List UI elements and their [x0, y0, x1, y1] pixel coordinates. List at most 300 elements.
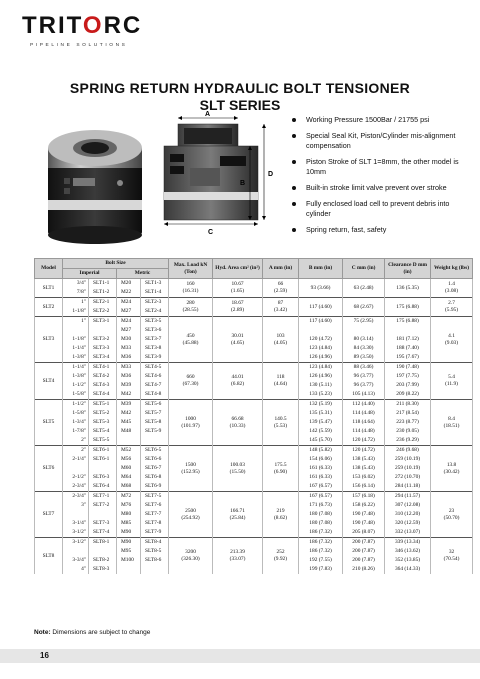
imperial-size-cell: 1-3/4" — [63, 418, 89, 427]
a-dim-cell: 175.5 (6.90) — [263, 446, 299, 492]
metric-model-cell: SLT5-8 — [141, 418, 169, 427]
imperial-model-cell — [89, 547, 117, 556]
b-dim-cell: 139 (5.47) — [299, 418, 343, 427]
page-title: SPRING RETURN HYDRAULIC BOLT TENSIONER — [69, 80, 411, 96]
feature-item: Fully enclosed load cell to prevent debris into cylinder — [292, 199, 472, 219]
c-dim-cell: 138 (5.43) — [343, 455, 385, 464]
imperial-size-cell: 1-1/4" — [63, 363, 89, 373]
b-dim-cell: 126 (4.96) — [299, 372, 343, 381]
metric-model-cell: SLT5-9 — [141, 427, 169, 436]
imperial-size-cell: 1" — [63, 317, 89, 327]
table-row — [35, 298, 473, 308]
imperial-model-cell: SLT3-3 — [89, 344, 117, 353]
clearance-cell: 364 (14.33) — [385, 565, 431, 574]
weight-cell: 1.4 (3.08) — [431, 279, 473, 298]
max-load-cell: 3200 (326.30) — [169, 538, 213, 575]
imperial-model-cell: SLT2-2 — [89, 307, 117, 317]
clearance-cell: 246 (9.68) — [385, 446, 431, 456]
metric-size-cell: M39 — [117, 381, 141, 390]
metric-model-cell: SLT4-7 — [141, 381, 169, 390]
col-c: C mm (in) — [343, 259, 385, 279]
hyd-area-cell: 30.01 (4.65) — [213, 317, 263, 363]
imperial-model-cell: SLT7-3 — [89, 519, 117, 528]
imperial-size-cell: 4" — [63, 565, 89, 574]
a-dim-cell: 140.5 (5.53) — [263, 400, 299, 446]
metric-model-cell — [141, 565, 169, 574]
imperial-size-cell: 2-3/4" — [63, 492, 89, 502]
c-dim-cell: 210 (8.26) — [343, 565, 385, 574]
weight-cell: 2.7 (5.95) — [431, 298, 473, 317]
imperial-model-cell — [89, 510, 117, 519]
imperial-model-cell — [89, 464, 117, 473]
page-number: 16 — [40, 651, 49, 660]
imperial-model-cell: SLT5-5 — [89, 436, 117, 446]
imperial-size-cell: 3-1/4" — [63, 519, 89, 528]
clearance-cell: 195 (7.67) — [385, 353, 431, 363]
metric-model-cell: SLT3-5 — [141, 317, 169, 327]
metric-model-cell: SLT6-9 — [141, 482, 169, 492]
b-dim-cell: 120 (4.72) — [299, 335, 343, 344]
feature-list — [292, 115, 472, 241]
hyd-area-cell: 213.39 (33.07) — [213, 538, 263, 575]
imperial-size-cell: 2" — [63, 436, 89, 446]
weight-cell: 4.1 (9.03) — [431, 317, 473, 363]
metric-model-cell: SLT8-4 — [141, 538, 169, 548]
clearance-cell: 136 (5.35) — [385, 279, 431, 298]
imperial-model-cell: SLT6-4 — [89, 482, 117, 492]
b-dim-cell: 180 (7.08) — [299, 510, 343, 519]
c-dim-cell: 157 (6.18) — [343, 492, 385, 502]
metric-size-cell: M52 — [117, 446, 141, 456]
metric-model-cell: SLT8-5 — [141, 547, 169, 556]
clearance-cell: 203 (7.99) — [385, 381, 431, 390]
logo-tagline: PIPELINE SOLUTIONS — [30, 43, 128, 48]
model-cell: SLT2 — [35, 298, 63, 317]
b-dim-cell: 161 (6.33) — [299, 473, 343, 482]
dim-a-label: A — [205, 111, 211, 118]
c-dim-cell — [343, 326, 385, 335]
clearance-cell: 346 (13.62) — [385, 547, 431, 556]
b-dim-cell: 186 (7.32) — [299, 538, 343, 548]
imperial-model-cell: SLT7-4 — [89, 528, 117, 538]
metric-size-cell: M42 — [117, 409, 141, 418]
c-dim-cell: 89 (3.50) — [343, 353, 385, 363]
hyd-area-cell: 18.67 (2.89) — [213, 298, 263, 317]
metric-size-cell: M39 — [117, 400, 141, 410]
col-max-load: Max. Load kN (Ton) — [169, 259, 213, 279]
b-dim-cell: 186 (7.32) — [299, 547, 343, 556]
feature-item: Piston Stroke of SLT 1=8mm, the other model is 10mm — [292, 157, 472, 177]
max-load-cell: 660 (67.30) — [169, 363, 213, 400]
imperial-size-cell: 3-1/2" — [63, 528, 89, 538]
imperial-size-cell — [63, 464, 89, 473]
metric-size-cell: M27 — [117, 326, 141, 335]
metric-size-cell: M100 — [117, 556, 141, 565]
imperial-size-cell — [63, 510, 89, 519]
imperial-size-cell: 1-1/2" — [63, 381, 89, 390]
metric-model-cell: SLT4-8 — [141, 390, 169, 400]
metric-size-cell: M33 — [117, 344, 141, 353]
metric-model-cell: SLT5-6 — [141, 400, 169, 410]
clearance-cell: 236 (9.29) — [385, 436, 431, 446]
clearance-cell: 223 (8.77) — [385, 418, 431, 427]
feature-item: Built-in stroke limit valve prevent over stroke — [292, 183, 472, 193]
metric-size-cell: M68 — [117, 482, 141, 492]
metric-size-cell: M33 — [117, 363, 141, 373]
metric-size-cell: M90 — [117, 538, 141, 548]
imperial-model-cell: SLT5-2 — [89, 409, 117, 418]
table-row — [35, 400, 473, 410]
b-dim-cell: 133 (5.23) — [299, 390, 343, 400]
c-dim-cell: 200 (7.87) — [343, 538, 385, 548]
metric-model-cell: SLT2-3 — [141, 298, 169, 308]
imperial-size-cell: 1-1/8" — [63, 335, 89, 344]
clearance-cell: 197 (7.75) — [385, 372, 431, 381]
metric-model-cell: SLT3-6 — [141, 326, 169, 335]
clearance-cell: 211 (8.30) — [385, 400, 431, 410]
metric-size-cell: M72 — [117, 492, 141, 502]
imperial-size-cell: 3-3/4" — [63, 556, 89, 565]
metric-size-cell: M24 — [117, 317, 141, 327]
imperial-model-cell: SLT3-4 — [89, 353, 117, 363]
model-cell: SLT3 — [35, 317, 63, 363]
metric-model-cell: SLT7-9 — [141, 528, 169, 538]
metric-model-cell: SLT7-5 — [141, 492, 169, 502]
clearance-cell: 217 (8.54) — [385, 409, 431, 418]
metric-model-cell: SLT1-4 — [141, 288, 169, 298]
b-dim-cell: 135 (5.31) — [299, 409, 343, 418]
b-dim-cell: 154 (6.06) — [299, 455, 343, 464]
footnote — [34, 629, 150, 636]
clearance-cell: 307 (12.08) — [385, 501, 431, 510]
metric-size-cell — [117, 436, 141, 446]
c-dim-cell: 75 (2.95) — [343, 317, 385, 327]
b-dim-cell: 199 (7.83) — [299, 565, 343, 574]
max-load-cell: 280 (28.55) — [169, 298, 213, 317]
imperial-size-cell: 2-1/2" — [63, 473, 89, 482]
clearance-cell — [385, 326, 431, 335]
metric-size-cell: M95 — [117, 547, 141, 556]
tensioner-photo — [40, 118, 150, 246]
imperial-model-cell: SLT7-1 — [89, 492, 117, 502]
imperial-model-cell: SLT8-1 — [89, 538, 117, 548]
table-row — [35, 446, 473, 456]
imperial-model-cell: SLT3-1 — [89, 317, 117, 327]
col-b: B mm (in) — [299, 259, 343, 279]
b-dim-cell: 123 (4.84) — [299, 344, 343, 353]
hyd-area-cell: 66.68 (10.33) — [213, 400, 263, 446]
b-dim-cell: 123 (4.84) — [299, 363, 343, 373]
clearance-cell: 181 (7.12) — [385, 335, 431, 344]
b-dim-cell: 186 (7.32) — [299, 528, 343, 538]
model-cell: SLT4 — [35, 363, 63, 400]
metric-size-cell: M36 — [117, 372, 141, 381]
metric-size-cell: M27 — [117, 307, 141, 317]
clearance-cell: 352 (13.85) — [385, 556, 431, 565]
metric-model-cell: SLT4-6 — [141, 372, 169, 381]
metric-model-cell: SLT7-6 — [141, 501, 169, 510]
metric-model-cell — [141, 436, 169, 446]
table-row — [35, 538, 473, 548]
weight-cell: 32 (70.54) — [431, 538, 473, 575]
spec-table — [34, 258, 473, 574]
c-dim-cell: 120 (4.72) — [343, 436, 385, 446]
b-dim-cell: 148 (5.82) — [299, 446, 343, 456]
clearance-cell: 230 (9.05) — [385, 427, 431, 436]
b-dim-cell: 132 (5.19) — [299, 400, 343, 410]
metric-size-cell: M24 — [117, 298, 141, 308]
b-dim-cell: 130 (5.11) — [299, 381, 343, 390]
table-row — [35, 317, 473, 327]
model-cell: SLT5 — [35, 400, 63, 446]
metric-size-cell: M22 — [117, 288, 141, 298]
b-dim-cell — [299, 326, 343, 335]
imperial-model-cell: SLT7-2 — [89, 501, 117, 510]
weight-cell: 5.4 (11.9) — [431, 363, 473, 400]
clearance-cell: 175 (6.88) — [385, 298, 431, 317]
b-dim-cell: 161 (6.33) — [299, 464, 343, 473]
max-load-cell: 160 (16.31) — [169, 279, 213, 298]
imperial-size-cell: 1-1/2" — [63, 400, 89, 410]
imperial-model-cell: SLT6-1 — [89, 455, 117, 464]
metric-model-cell: SLT1-3 — [141, 279, 169, 289]
imperial-model-cell: SLT5-4 — [89, 427, 117, 436]
clearance-cell: 209 (8.22) — [385, 390, 431, 400]
imperial-model-cell: SLT5-3 — [89, 418, 117, 427]
metric-model-cell: SLT6-6 — [141, 455, 169, 464]
clearance-cell: 259 (10.19) — [385, 464, 431, 473]
max-load-cell: 1000 (101.97) — [169, 400, 213, 446]
imperial-model-cell: SLT4-2 — [89, 372, 117, 381]
c-dim-cell: 114 (4.48) — [343, 427, 385, 436]
imperial-model-cell: SLT1-1 — [89, 279, 117, 289]
weight-cell: 23 (50.70) — [431, 492, 473, 538]
weight-cell: 8.4 (18.51) — [431, 400, 473, 446]
c-dim-cell: 80 (3.14) — [343, 335, 385, 344]
hyd-area-cell: 44.01 (6.82) — [213, 363, 263, 400]
clearance-cell: 284 (11.18) — [385, 482, 431, 492]
c-dim-cell: 96 (3.77) — [343, 381, 385, 390]
feature-item: Special Seal Kit, Piston/Cylinder mis-alignment compensation — [292, 131, 472, 151]
imperial-model-cell: SLT8-2 — [89, 556, 117, 565]
clearance-cell: 310 (12.20) — [385, 510, 431, 519]
logo-wordmark: TRITORC — [22, 12, 143, 39]
metric-model-cell: SLT6-7 — [141, 464, 169, 473]
col-hyd-area: Hyd. Area cm² (in²) — [213, 259, 263, 279]
hyd-area-cell: 100.03 (15.50) — [213, 446, 263, 492]
imperial-model-cell — [89, 326, 117, 335]
imperial-model-cell: SLT4-1 — [89, 363, 117, 373]
c-dim-cell: 156 (6.14) — [343, 482, 385, 492]
imperial-size-cell — [63, 326, 89, 335]
imperial-size-cell: 3-1/2" — [63, 538, 89, 548]
c-dim-cell: 114 (4.48) — [343, 409, 385, 418]
imperial-size-cell: 1-7/8" — [63, 427, 89, 436]
model-cell: SLT7 — [35, 492, 63, 538]
b-dim-cell: 145 (5.70) — [299, 436, 343, 446]
metric-size-cell: M64 — [117, 473, 141, 482]
c-dim-cell: 63 (2.48) — [343, 279, 385, 298]
metric-model-cell: SLT2-4 — [141, 307, 169, 317]
a-dim-cell: 103 (4.05) — [263, 317, 299, 363]
page-footer-bar — [0, 649, 480, 663]
c-dim-cell: 205 (8.07) — [343, 528, 385, 538]
clearance-cell: 188 (7.40) — [385, 344, 431, 353]
col-bolt-size: Bolt Size — [63, 259, 169, 269]
metric-model-cell: SLT6-5 — [141, 446, 169, 456]
feature-item: Working Pressure 1500Bar / 21755 psi — [292, 115, 472, 125]
metric-model-cell: SLT4-5 — [141, 363, 169, 373]
hyd-area-cell: 10.67 (1.65) — [213, 279, 263, 298]
model-cell: SLT6 — [35, 446, 63, 492]
imperial-size-cell: 2-1/4" — [63, 455, 89, 464]
c-dim-cell: 68 (2.67) — [343, 298, 385, 317]
max-load-cell: 2500 (254.92) — [169, 492, 213, 538]
dim-c-label: C — [208, 229, 214, 236]
b-dim-cell: 167 (6.57) — [299, 492, 343, 502]
table-row — [35, 279, 473, 289]
metric-size-cell: M48 — [117, 427, 141, 436]
b-dim-cell: 126 (4.96) — [299, 353, 343, 363]
clearance-cell: 190 (7.48) — [385, 363, 431, 373]
c-dim-cell: 138 (5.43) — [343, 464, 385, 473]
c-dim-cell: 105 (4.13) — [343, 390, 385, 400]
metric-model-cell: SLT6-8 — [141, 473, 169, 482]
c-dim-cell: 190 (7.48) — [343, 519, 385, 528]
imperial-model-cell: SLT6-3 — [89, 473, 117, 482]
feature-item: Spring return, fast, safety — [292, 225, 472, 235]
dim-b-label: B — [240, 180, 246, 187]
c-dim-cell: 190 (7.48) — [343, 510, 385, 519]
metric-size-cell: M45 — [117, 418, 141, 427]
metric-model-cell: SLT3-9 — [141, 353, 169, 363]
metric-size-cell: M30 — [117, 335, 141, 344]
max-load-cell: 1500 (152.95) — [169, 446, 213, 492]
table-row — [35, 363, 473, 373]
c-dim-cell: 118 (4.64) — [343, 418, 385, 427]
imperial-model-cell: SLT8-3 — [89, 565, 117, 574]
metric-size-cell: M56 — [117, 455, 141, 464]
b-dim-cell: 192 (7.55) — [299, 556, 343, 565]
metric-size-cell: M85 — [117, 519, 141, 528]
imperial-model-cell: SLT6-1 — [89, 446, 117, 456]
imperial-model-cell: SLT4-3 — [89, 381, 117, 390]
c-dim-cell: 84 (3.30) — [343, 344, 385, 353]
clearance-cell: 272 (10.70) — [385, 473, 431, 482]
c-dim-cell: 200 (7.87) — [343, 547, 385, 556]
col-weight: Weight kg (lbs) — [431, 259, 473, 279]
c-dim-cell: 153 (6.02) — [343, 473, 385, 482]
dimension-drawing — [160, 110, 278, 238]
imperial-model-cell: SLT5-1 — [89, 400, 117, 410]
metric-size-cell: M80 — [117, 510, 141, 519]
metric-model-cell: SLT5-7 — [141, 409, 169, 418]
imperial-size-cell: 3" — [63, 501, 89, 510]
b-dim-cell: 117 (4.60) — [299, 317, 343, 327]
clearance-cell: 259 (10.19) — [385, 455, 431, 464]
metric-size-cell: M36 — [117, 353, 141, 363]
metric-model-cell: SLT7-8 — [141, 519, 169, 528]
clearance-cell: 320 (12.59) — [385, 519, 431, 528]
note-text: Dimensions are subject to change — [50, 629, 151, 636]
c-dim-cell: 96 (3.77) — [343, 372, 385, 381]
imperial-size-cell: 1-1/8" — [63, 307, 89, 317]
c-dim-cell: 88 (3.46) — [343, 363, 385, 373]
imperial-size-cell: 7/8" — [63, 288, 89, 298]
imperial-size-cell — [63, 547, 89, 556]
col-imperial: Imperial — [63, 269, 117, 279]
c-dim-cell: 112 (4.40) — [343, 400, 385, 410]
clearance-cell: 175 (6.88) — [385, 317, 431, 327]
imperial-size-cell: 1-3/8" — [63, 353, 89, 363]
a-dim-cell: 66 (2.59) — [263, 279, 299, 298]
metric-size-cell: M20 — [117, 279, 141, 289]
imperial-model-cell: SLT3-2 — [89, 335, 117, 344]
imperial-model-cell: SLT4-4 — [89, 390, 117, 400]
dim-d-label: D — [268, 171, 274, 178]
imperial-size-cell: 1-1/4" — [63, 344, 89, 353]
clearance-cell: 294 (11.57) — [385, 492, 431, 502]
clearance-cell: 339 (13.34) — [385, 538, 431, 548]
metric-model-cell: SLT8-6 — [141, 556, 169, 565]
imperial-model-cell: SLT1-2 — [89, 288, 117, 298]
b-dim-cell: 167 (6.57) — [299, 482, 343, 492]
metric-size-cell: M76 — [117, 501, 141, 510]
a-dim-cell: 87 (3.42) — [263, 298, 299, 317]
metric-model-cell: SLT7-7 — [141, 510, 169, 519]
a-dim-cell: 219 (8.62) — [263, 492, 299, 538]
imperial-size-cell: 2" — [63, 446, 89, 456]
b-dim-cell: 93 (3.66) — [299, 279, 343, 298]
table-row — [35, 492, 473, 502]
weight-cell: 13.8 (30.42) — [431, 446, 473, 492]
model-cell: SLT8 — [35, 538, 63, 575]
imperial-size-cell: 1-5/8" — [63, 390, 89, 400]
c-dim-cell: 120 (4.72) — [343, 446, 385, 456]
col-metric: Metric — [117, 269, 169, 279]
imperial-size-cell: 1-3/8" — [63, 372, 89, 381]
b-dim-cell: 142 (5.59) — [299, 427, 343, 436]
metric-size-cell — [117, 565, 141, 574]
metric-model-cell: SLT3-7 — [141, 335, 169, 344]
imperial-model-cell: SLT2-1 — [89, 298, 117, 308]
imperial-size-cell: 1" — [63, 298, 89, 308]
b-dim-cell: 171 (6.73) — [299, 501, 343, 510]
c-dim-cell: 200 (7.87) — [343, 556, 385, 565]
page-subtitle: SLT SERIES — [199, 97, 281, 113]
col-clearance: Clearance D mm (in) — [385, 259, 431, 279]
b-dim-cell: 117 (4.60) — [299, 298, 343, 317]
model-cell: SLT1 — [35, 279, 63, 298]
metric-model-cell: SLT3-8 — [141, 344, 169, 353]
a-dim-cell: 252 (9.92) — [263, 538, 299, 575]
imperial-size-cell: 3/4" — [63, 279, 89, 289]
imperial-size-cell: 1-5/8" — [63, 409, 89, 418]
col-model: Model — [35, 259, 63, 279]
imperial-size-cell: 2-3/4" — [63, 482, 89, 492]
metric-size-cell: M60 — [117, 464, 141, 473]
metric-size-cell: M90 — [117, 528, 141, 538]
metric-size-cell: M42 — [117, 390, 141, 400]
note-label: Note: — [34, 629, 51, 636]
col-a: A mm (in) — [263, 259, 299, 279]
clearance-cell: 332 (13.07) — [385, 528, 431, 538]
hyd-area-cell: 166.71 (25.84) — [213, 492, 263, 538]
max-load-cell: 450 (45.88) — [169, 317, 213, 363]
a-dim-cell: 118 (4.64) — [263, 363, 299, 400]
c-dim-cell: 158 (6.22) — [343, 501, 385, 510]
b-dim-cell: 180 (7.08) — [299, 519, 343, 528]
